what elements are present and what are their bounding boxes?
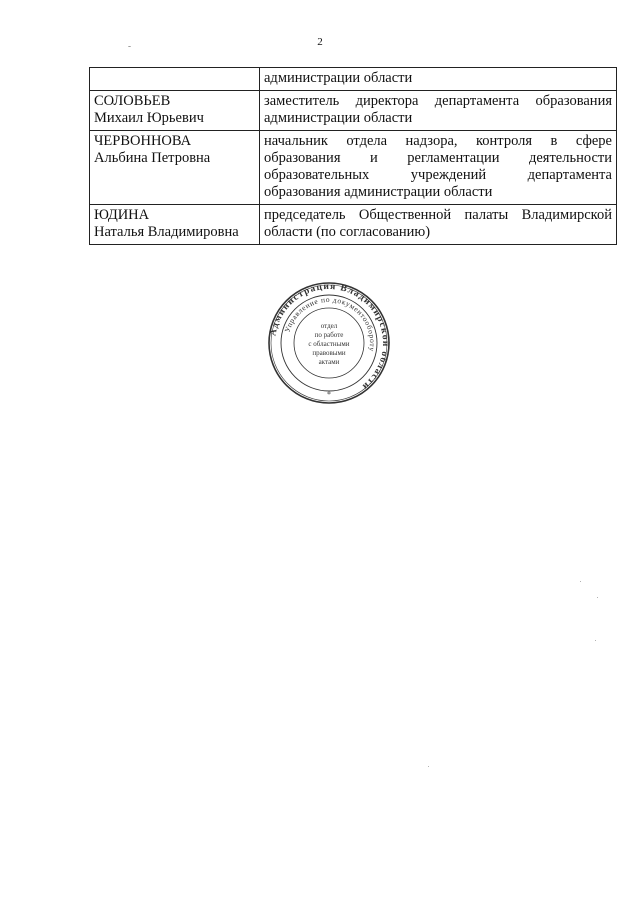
seal-outer-text: Администрация Владимирской области — [268, 281, 391, 392]
seal-center-line-3: с областными — [308, 340, 350, 348]
member-position: администрации области — [260, 68, 617, 91]
table-row — [90, 68, 617, 91]
scan-artifact — [580, 581, 581, 582]
table-row — [90, 131, 617, 205]
seal-inner-text: Управление по документообороту — [282, 294, 378, 353]
seal-star-icon: * — [327, 390, 331, 399]
member-name-cell — [90, 68, 260, 91]
member-position: заместитель директора департамента образования администрации области — [260, 91, 617, 131]
member-position: председатель Общественной палаты Владимирской области (по согласованию) — [260, 205, 617, 245]
seal-center-line-5: актами — [318, 358, 340, 366]
member-surname: ЮДИНА — [94, 207, 150, 223]
official-seal — [267, 281, 391, 405]
scan-artifact — [428, 766, 429, 767]
member-surname: СОЛОВЬЕВ — [94, 93, 171, 109]
members-table — [89, 67, 617, 245]
member-surname: ЧЕРВОННОВА — [94, 133, 192, 149]
page-number: 2 — [317, 36, 323, 48]
member-position: начальник отдела надзора, контроля в сфере образования и регламентации деятельности образовательных учреждений департамента образования администрации области — [260, 131, 617, 205]
seal-graphic — [267, 281, 391, 405]
table-row — [90, 91, 617, 131]
scan-artifact — [128, 46, 131, 47]
scan-artifact — [595, 640, 596, 641]
table-row — [90, 205, 617, 245]
member-name-cell — [90, 205, 260, 245]
seal-center-line-2: по работе — [314, 331, 344, 339]
member-given-name: Альбина Петровна — [94, 150, 211, 166]
member-given-name: Михаил Юрьевич — [94, 110, 204, 126]
member-name-cell — [90, 91, 260, 131]
member-name-cell — [90, 131, 260, 205]
seal-center-line-4: правовыми — [312, 349, 346, 357]
seal-center-line-1: отдел — [320, 322, 338, 330]
member-given-name: Наталья Владимировна — [94, 224, 239, 240]
scan-artifact — [597, 597, 598, 598]
